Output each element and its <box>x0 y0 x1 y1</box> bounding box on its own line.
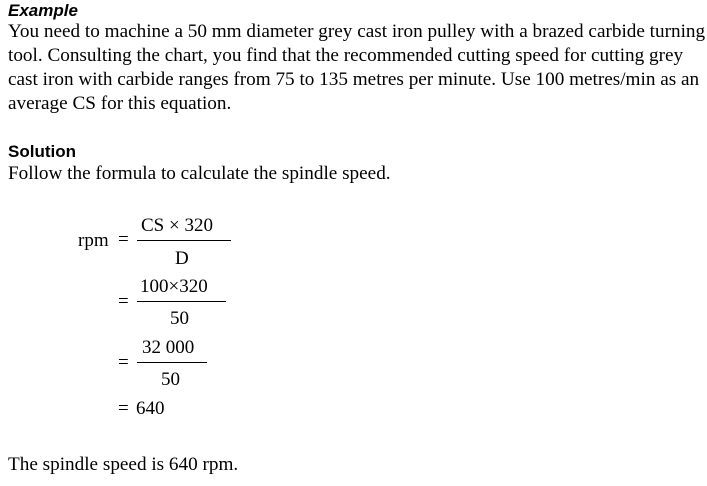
step2-fraction-bar <box>137 301 226 302</box>
equals-sign-1: = <box>118 229 129 250</box>
conclusion-text: The spindle speed is 640 rpm. <box>8 454 239 475</box>
step1-fraction-bar <box>137 240 231 241</box>
solution-heading: Solution <box>8 142 76 161</box>
step3-fraction-bar <box>137 362 207 363</box>
example-paragraph: You need to machine a 50 mm diameter grey cast iron pulley with a brazed carbide turning tool. Consulting the chart, you find that the recommended cutting speed for cutting grey cast iron with carbide ranges from 75 to 135 metres per minute. Use 100 metres/min as an average CS for this equation. <box>8 21 706 114</box>
equals-sign-4: = <box>118 398 129 419</box>
formula-result: 640 <box>136 398 165 419</box>
step3-numerator: 32 000 <box>142 337 195 358</box>
step1-numerator: CS × 320 <box>141 215 213 236</box>
formula-lhs: rpm <box>78 230 109 251</box>
equals-sign-2: = <box>118 291 129 312</box>
solution-intro: Follow the formula to calculate the spindle speed. <box>8 163 391 184</box>
example-heading: Example <box>8 1 78 20</box>
step2-numerator: 100×320 <box>140 276 208 297</box>
equals-sign-3: = <box>118 352 129 373</box>
step3-denominator: 50 <box>161 369 180 390</box>
step1-denominator: D <box>175 248 189 269</box>
step2-denominator: 50 <box>170 308 189 329</box>
